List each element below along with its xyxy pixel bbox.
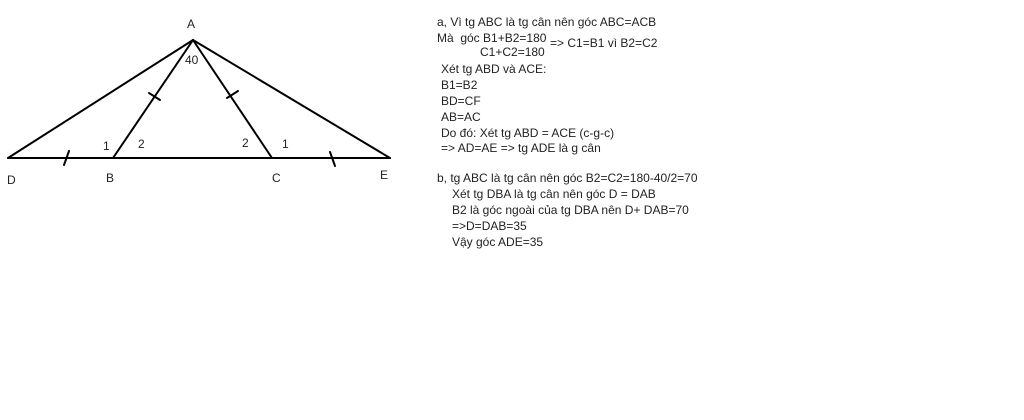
segment-ae	[193, 40, 390, 158]
segment-ac	[193, 40, 272, 158]
part-a-line-9: => AD=AE => tg ADE là g cân	[441, 141, 601, 155]
part-a-line-3: C1+C2=180	[480, 45, 545, 59]
part-b-line-5: Vậy góc ADE=35	[452, 235, 544, 249]
angle-label-b1: 1	[103, 139, 110, 153]
triangle-figure	[0, 0, 420, 200]
point-label-e: E	[380, 168, 389, 182]
angle-label-b2: 2	[138, 137, 145, 151]
part-a-line-8: Do đó: Xét tg ABD = ACE (c-g-c)	[441, 126, 615, 140]
point-label-c: C	[272, 171, 281, 185]
part-b-line-1: b, tg ABC là tg cân nên góc B2=C2=180-40/2=70	[437, 171, 698, 185]
part-a-line-6: BD=CF	[441, 94, 481, 108]
angle-label-c1: 1	[282, 137, 289, 151]
segment-ad	[8, 40, 193, 158]
part-b-line-2: Xét tg DBA là tg cân nên góc D = DAB	[452, 187, 656, 201]
angle-label-a: 40	[185, 53, 199, 67]
part-b-line-3: B2 là góc ngoài của tg DBA nên D+ DAB=70	[452, 203, 689, 217]
part-a-line-1: a, Vì tg ABC là tg cân nên góc ABC=ACB	[437, 15, 657, 29]
point-label-b: B	[106, 171, 115, 185]
part-a-line-2b: => C1=B1 vì B2=C2	[550, 36, 658, 50]
point-label-a: A	[187, 17, 196, 31]
part-a-line-7: AB=AC	[441, 110, 481, 124]
point-label-d: D	[7, 173, 16, 187]
part-a-line-5: B1=B2	[441, 78, 478, 92]
angle-label-c2: 2	[242, 136, 249, 150]
segment-ab	[113, 40, 193, 158]
part-b-line-4: =>D=DAB=35	[452, 219, 527, 233]
tick-ab	[149, 93, 160, 100]
part-a-line-2: Mà góc B1+B2=180	[437, 31, 547, 45]
part-a-line-4: Xét tg ABD và ACE:	[441, 62, 547, 76]
